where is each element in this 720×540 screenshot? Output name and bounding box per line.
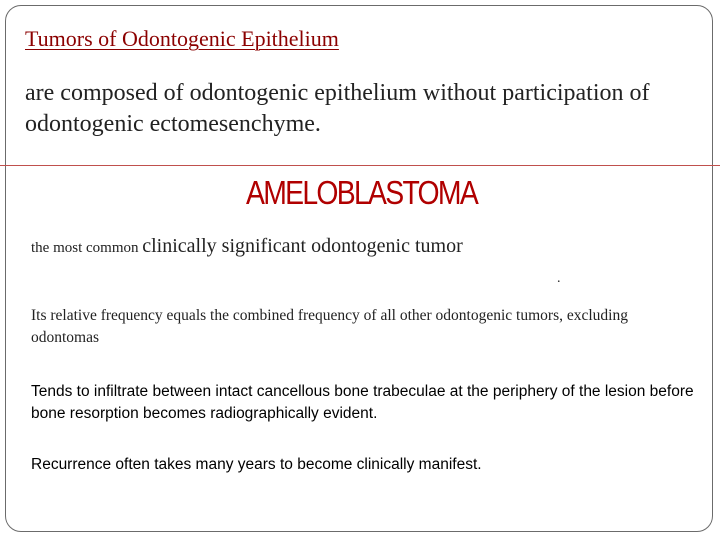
trailing-dot: .: [557, 271, 561, 286]
common-tumor-text: clinically significant odontogenic tumor: [142, 235, 463, 257]
common-tumor-prefix: the most common: [31, 240, 143, 256]
slide-title: Tumors of Odontogenic Epithelium: [25, 26, 339, 51]
recurrence-paragraph: Recurrence often takes many years to become clinically manifest.: [31, 456, 482, 473]
frequency-paragraph: Its relative frequency equals the combined frequency of all other odontogenic tumors, excluding odontomas: [31, 307, 628, 346]
common-tumor-line: [31, 235, 463, 258]
section-heading: AMELOBLASTOMA: [246, 174, 478, 211]
intro-text: are composed of odontogenic epithelium without participation of odontogenic ectomesenchyme.: [25, 80, 650, 137]
divider-line: [0, 165, 720, 166]
infiltration-paragraph: Tends to infiltrate between intact cancellous bone trabeculae at the periphery of the lesion before bone resorption becomes radiographically evident.: [31, 383, 694, 422]
